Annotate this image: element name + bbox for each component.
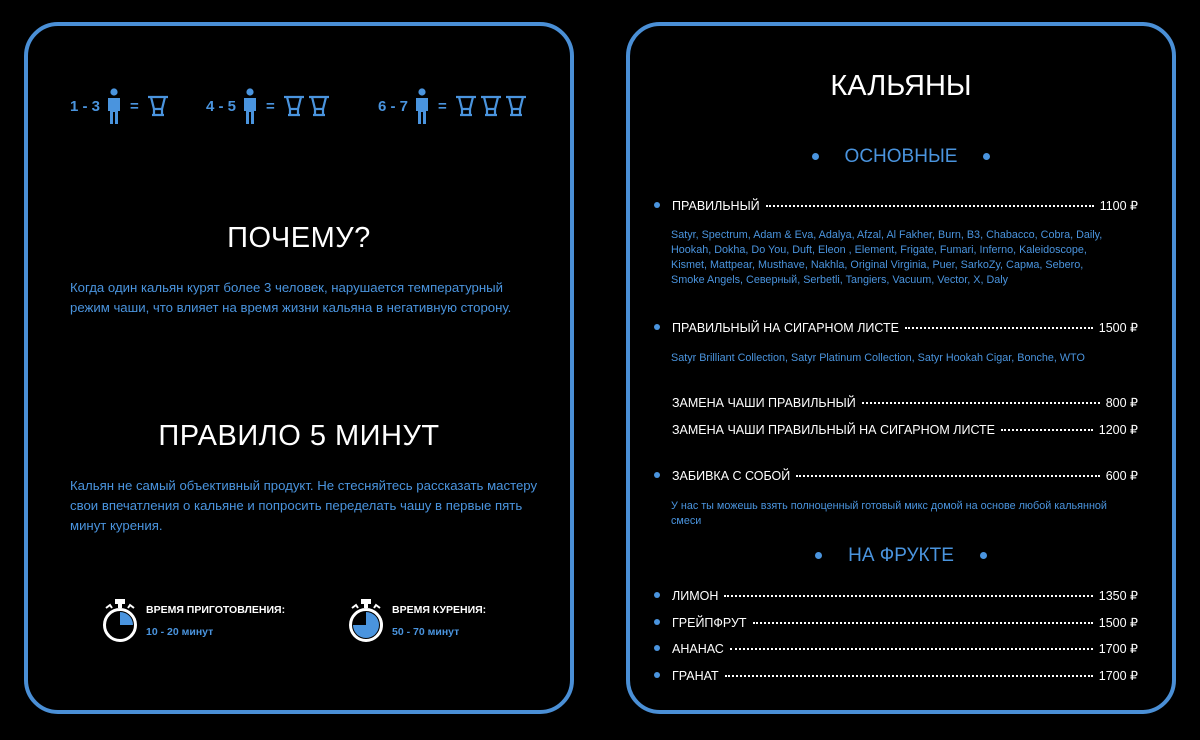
menu-item — [654, 668, 1138, 683]
bullet-icon — [654, 472, 660, 478]
equals-sign: = — [438, 97, 447, 115]
bullet-icon — [654, 324, 660, 330]
bullet-icon — [815, 552, 822, 559]
capacity-group-2 — [206, 88, 330, 124]
why-heading: ПОЧЕМУ? — [227, 222, 371, 254]
capacity-label: 4 - 5 — [206, 97, 237, 115]
bullet-icon — [654, 645, 660, 651]
bowl-icon — [505, 95, 527, 117]
prep-time-title: ВРЕМЯ ПРИГОТОВЛЕНИЯ: — [146, 604, 286, 616]
dotted-leader — [730, 648, 1093, 650]
capacity-group-1 — [70, 88, 169, 124]
stopwatch-icon — [102, 598, 138, 649]
dotted-leader — [766, 205, 1094, 207]
menu-item — [654, 588, 1138, 603]
bowls — [147, 95, 169, 117]
menu-item-name: ЗАМЕНА ЧАШИ ПРАВИЛЬНЫЙ НА СИГАРНОМ ЛИСТЕ — [672, 423, 996, 437]
menu-item — [654, 198, 1138, 213]
menu-item-name: ЛИМОН — [672, 589, 719, 603]
why-text: Когда один кальян курят более 3 человек, нарушается температурный режим чаши, что влияет на время жизни кальяна в негативную сторону. — [70, 280, 512, 315]
menu-item — [654, 641, 1138, 656]
section-fruit-label: НА ФРУКТЕ — [848, 545, 954, 566]
smoke-time — [348, 598, 486, 649]
bullet-icon — [654, 202, 660, 208]
dotted-leader — [724, 595, 1092, 597]
smoke-time-value: 50 - 70 минут — [392, 626, 460, 638]
menu-item-name: АНАНАС — [672, 642, 724, 656]
menu-item-name: ЗАБИВКА С СОБОЙ — [672, 469, 791, 483]
menu-item-price: 1200 ₽ — [1098, 423, 1138, 437]
capacity-label: 1 - 3 — [70, 97, 101, 115]
menu-item-price: 1100 ₽ — [1099, 199, 1138, 213]
dotted-leader — [725, 675, 1093, 677]
menu-item — [654, 422, 1138, 437]
menu-item-name: ПРАВИЛЬНЫЙ НА СИГАРНОМ ЛИСТЕ — [672, 321, 899, 335]
capacity-label: 6 - 7 — [378, 97, 409, 115]
info-panel — [24, 22, 574, 714]
menu-item-price: 1700 ₽ — [1098, 642, 1138, 656]
dotted-leader — [753, 622, 1093, 624]
bowl-icon — [147, 95, 169, 117]
menu-item-price: 1350 ₽ — [1098, 589, 1138, 603]
capacity-group-3 — [378, 88, 527, 124]
section-basic — [630, 146, 1172, 168]
equals-sign: = — [266, 97, 275, 115]
menu-item-name: ГРАНАТ — [672, 669, 719, 683]
dotted-leader — [1001, 429, 1093, 431]
rule-text: Кальян не самый объективный продукт. Не стесняйтесь рассказать мастеру свои впечатления о кальяне и попросить переделать чашу в первые пять минут курения. — [70, 478, 538, 533]
menu-panel — [626, 22, 1176, 714]
menu-item-name: ГРЕЙПФРУТ — [672, 616, 747, 630]
section-fruit — [630, 545, 1172, 567]
menu-item-name: ПРАВИЛЬНЫЙ — [672, 199, 760, 213]
bowl-icon — [455, 95, 477, 117]
bullet-icon — [983, 153, 990, 160]
rule-heading: ПРАВИЛО 5 МИНУТ — [158, 420, 440, 452]
person-icon — [106, 88, 122, 124]
bowl-icon — [308, 95, 330, 117]
menu-item-price: 800 ₽ — [1105, 396, 1138, 410]
menu-item — [654, 615, 1138, 630]
dotted-leader — [905, 327, 1093, 329]
menu-title: КАЛЬЯНЫ — [830, 70, 972, 102]
person-icon — [414, 88, 430, 124]
bowls — [283, 95, 330, 117]
menu-item-price: 1500 ₽ — [1098, 616, 1138, 630]
bullet-icon — [654, 592, 660, 598]
menu-item-description: Satyr Brilliant Collection, Satyr Platinum Collection, Satyr Hookah Cigar, Bonche, WTO — [671, 352, 1085, 364]
menu-item — [654, 320, 1138, 335]
menu-item — [654, 395, 1138, 410]
person-icon — [242, 88, 258, 124]
menu-item — [654, 468, 1138, 483]
menu-item-price: 600 ₽ — [1105, 469, 1138, 483]
menu-item-description: У нас ты можешь взять полноценный готовый микс домой на основе любой кальянной смеси — [671, 500, 1107, 527]
prep-time — [102, 598, 285, 649]
bullet-icon — [980, 552, 987, 559]
menu-item-name: ЗАМЕНА ЧАШИ ПРАВИЛЬНЫЙ — [672, 396, 856, 410]
bullet-icon — [812, 153, 819, 160]
bullet-icon — [654, 619, 660, 625]
bowls — [455, 95, 527, 117]
dotted-leader — [862, 402, 1100, 404]
prep-time-value: 10 - 20 минут — [146, 626, 214, 638]
bullet-icon — [654, 672, 660, 678]
bowl-icon — [283, 95, 305, 117]
menu-item-price: 1500 ₽ — [1098, 321, 1138, 335]
section-basic-label: ОСНОВНЫЕ — [844, 146, 958, 167]
equals-sign: = — [130, 97, 139, 115]
menu-item-price: 1700 ₽ — [1098, 669, 1138, 683]
dotted-leader — [796, 475, 1099, 477]
bowl-icon — [480, 95, 502, 117]
menu-item-description: Satyr, Spectrum, Adam & Eva, Adalya, Afzal, Al Fakher, Burn, B3, Chabacco, Cobra, Daily, Hookah, Dokha, Do You, Duft, Eleon , Element, Frigate, Fumari, Inferno, Kaleidoscope, Kismet, Mattpear, Musthave, Nakhla, Original Virginia, Puer, SarkoZy, Сарма, Sebero, Smoke Angels, Северный, Serbetli, Tangiers, Vacuum, Vector, X, Daly — [671, 229, 1103, 286]
stopwatch-icon — [348, 598, 384, 649]
smoke-time-title: ВРЕМЯ КУРЕНИЯ: — [392, 604, 487, 616]
